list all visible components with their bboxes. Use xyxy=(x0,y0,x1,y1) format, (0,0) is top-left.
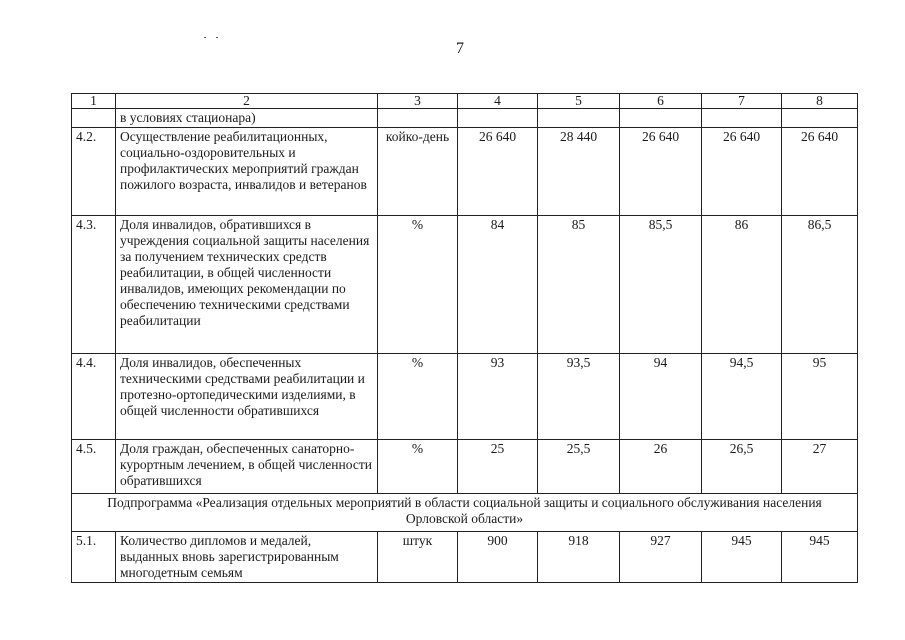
row-unit: % xyxy=(378,440,458,494)
row-value: 95 xyxy=(782,354,858,440)
header-cell: 4 xyxy=(458,94,538,109)
table-row xyxy=(72,128,858,216)
row-index: 4.5. xyxy=(72,440,116,494)
table-row xyxy=(72,354,858,440)
header-row xyxy=(72,94,858,109)
row-unit: койко-день xyxy=(378,128,458,216)
row-value: 900 xyxy=(458,532,538,583)
row-value: 26 640 xyxy=(458,128,538,216)
table-row xyxy=(72,440,858,494)
header-cell: 3 xyxy=(378,94,458,109)
row-indicator: Осуществление реабилитационных, социально-оздоровительных и профилактических мероприятий граждан пожилого возраста, инвалидов и ветеранов xyxy=(116,128,378,216)
row-index: 4.4. xyxy=(72,354,116,440)
row-value: 85,5 xyxy=(620,216,702,354)
row-value: 93 xyxy=(458,354,538,440)
row-value: 94,5 xyxy=(702,354,782,440)
row-unit: % xyxy=(378,216,458,354)
row-index: 4.2. xyxy=(72,128,116,216)
continuation-row xyxy=(72,109,858,128)
header-cell: 2 xyxy=(116,94,378,109)
table-row xyxy=(72,216,858,354)
row-indicator: Доля граждан, обеспеченных санаторно-курортным лечением, в общей численности обратившихся xyxy=(116,440,378,494)
row-indicator: Количество дипломов и медалей, выданных вновь зарегистрированным многодетным семьям xyxy=(116,532,378,583)
row-value: 26,5 xyxy=(702,440,782,494)
row-indicator: Доля инвалидов, обеспеченных техническими средствами реабилитации и протезно-ортопедическими изделиями, в общей численности обратившихся xyxy=(116,354,378,440)
table-row xyxy=(72,532,858,583)
row-value: 945 xyxy=(702,532,782,583)
row-value: 26 xyxy=(620,440,702,494)
row-value: 918 xyxy=(538,532,620,583)
row-unit: штук xyxy=(378,532,458,583)
header-cell: 5 xyxy=(538,94,620,109)
row-value: 84 xyxy=(458,216,538,354)
page-number: 7 xyxy=(456,40,464,57)
scan-speck xyxy=(204,37,206,38)
row-value: 26 640 xyxy=(782,128,858,216)
row-index: 5.1. xyxy=(72,532,116,583)
scan-speck xyxy=(216,37,218,38)
row-value: 26 640 xyxy=(702,128,782,216)
subprogram-title: Подпрограмма «Реализация отдельных мероприятий в области социальной защиты и социального обслуживания населения Орловской области» xyxy=(72,494,858,532)
row-value: 85 xyxy=(538,216,620,354)
row-value: 27 xyxy=(782,440,858,494)
row-value: 28 440 xyxy=(538,128,620,216)
header-cell: 6 xyxy=(620,94,702,109)
header-cell: 1 xyxy=(72,94,116,109)
subprogram-row xyxy=(72,494,858,532)
header-cell: 7 xyxy=(702,94,782,109)
row-value: 86 xyxy=(702,216,782,354)
continuation-text: в условиях стационара) xyxy=(116,109,378,128)
row-index: 4.3. xyxy=(72,216,116,354)
row-unit: % xyxy=(378,354,458,440)
row-value: 25 xyxy=(458,440,538,494)
row-value: 93,5 xyxy=(538,354,620,440)
row-value: 86,5 xyxy=(782,216,858,354)
row-value: 25,5 xyxy=(538,440,620,494)
header-cell: 8 xyxy=(782,94,858,109)
indicators-table xyxy=(71,93,858,583)
row-value: 26 640 xyxy=(620,128,702,216)
row-indicator: Доля инвалидов, обратившихся в учреждения социальной защиты населения за получением технических средств реабилитации, в общей численности инвалидов, имеющих рекомендации по обеспечению техническими средствами реабилитации xyxy=(116,216,378,354)
row-value: 94 xyxy=(620,354,702,440)
row-value: 927 xyxy=(620,532,702,583)
row-value: 945 xyxy=(782,532,858,583)
